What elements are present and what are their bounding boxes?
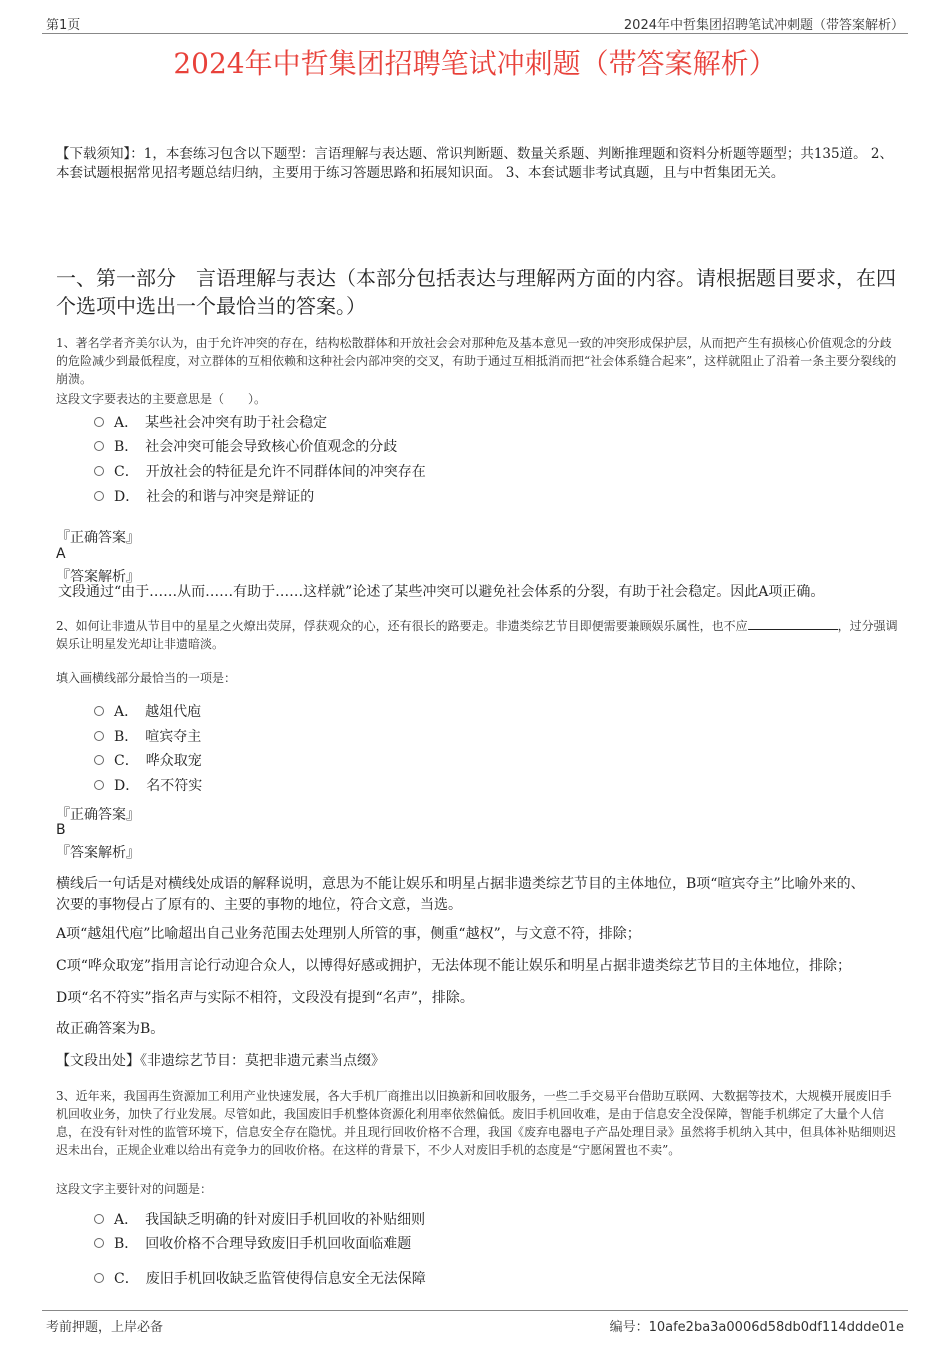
q1-analysis-label: 『答案解析』 xyxy=(56,569,140,585)
q1-option-a[interactable]: A． 某些社会冲突有助于社会稳定 xyxy=(94,412,327,434)
radio-icon[interactable] xyxy=(94,755,104,765)
q1-option-c[interactable]: C． 开放社会的特征是允许不同群体间的冲突存在 xyxy=(94,461,426,483)
radio-icon[interactable] xyxy=(94,491,104,501)
q2-option-a[interactable]: A． 越俎代庖 xyxy=(94,701,201,723)
download-notice: 【下载须知】：1，本套练习包含以下题型：言语理解与表达题、常识判断题、数量关系题、判断推理题和资料分析题等题型；共135道。 2、本套试题根据常见招考题总结归纳，主要用于练习答题思路和拓展知识面。 3、本套试题非考试真题，且与中哲集团无关。 xyxy=(56,146,893,181)
q2-stem: 2、如何让非遗从节目中的星星之火燎出荧屏，俘获观众的心，还有很长的路要走。非遗类综艺节目即便需要兼顾娱乐属性，也不应 ，过分强调娱乐让明星发光却让非遗暗淡。 xyxy=(56,619,898,651)
q2-analysis-label: 『答案解析』 xyxy=(56,845,140,861)
q3-option-c[interactable]: C． 废旧手机回收缺乏监管使得信息安全无法保障 xyxy=(94,1268,426,1290)
header-doc-title: 2024年中哲集团招聘笔试冲刺题（带答案解析） xyxy=(623,18,904,33)
q2-answer-label: 『正确答案』 xyxy=(56,807,140,823)
header-rule xyxy=(42,33,908,34)
q1-prompt: 这段文字要表达的主要意思是（ ）。 xyxy=(56,392,267,406)
q2-analysis-p5: 故正确答案为B。 xyxy=(56,1021,165,1037)
q1-option-b[interactable]: B． 社会冲突可能会导致核心价值观念的分歧 xyxy=(94,436,397,458)
radio-icon[interactable] xyxy=(94,1273,104,1283)
q2-option-c[interactable]: C． 哗众取宠 xyxy=(94,750,202,772)
q1-stem: 1、著名学者齐美尔认为，由于允许冲突的存在，结构松散群体和开放社会会对那种危及基本意见一致的冲突形成保护层，从而把产生有损核心价值观念的分歧的危险减少到最低程度，对立群体的互相依赖和这种社会内部冲突的交叉，有助于通过互相抵消而把“社会体系缝合起来”，这样就阻止了沿着一条主要分裂线的崩溃。 xyxy=(56,336,897,386)
radio-icon[interactable] xyxy=(94,780,104,790)
q2-option-d[interactable]: D． 名不符实 xyxy=(94,775,202,797)
page-title: 2024年中哲集团招聘笔试冲刺题（带答案解析） xyxy=(173,47,777,80)
q3-stem: 3、近年来，我国再生资源加工利用产业快速发展，各大手机厂商推出以旧换新和回收服务，一些二手交易平台借助互联网、大数据等技术，大规模开展废旧手机回收业务，加快了行业发展。尽管如此，我国废旧手机整体资源化利用率依然偏低。废旧手机回收难，是由于信息安全没保障，智能手机绑定了大量个人信息，在没有针对性的监管环境下，信息安全存在隐忧。并且现行回收价格不合理，我国《废弃电器电子产品处理目录》虽然将手机纳入其中，但具体补贴细则迟迟未出台，正规企业难以给出有竞争力的回收价格。在这样的背景下，不少人对废旧手机的态度是“宁愿闲置也不卖”。 xyxy=(56,1089,897,1157)
radio-icon[interactable] xyxy=(94,441,104,451)
radio-icon[interactable] xyxy=(94,1238,104,1248)
q1-answer-label: 『正确答案』 xyxy=(56,530,140,546)
section-heading: 一、第一部分 言语理解与表达（本部分包括表达与理解两方面的内容。请根据题目要求，在四个选项中选出一个最恰当的答案。） xyxy=(56,266,896,318)
footer-slogan: 考前押题，上岸必备 xyxy=(46,1320,164,1335)
q3-prompt: 这段文字主要针对的问题是： xyxy=(56,1182,213,1196)
q2-analysis-p4: D项“名不符实”指名声与实际不相符，文段没有提到“名声”，排除。 xyxy=(56,990,474,1006)
q1-analysis: 文段通过“由于……从而……有助于……这样就”论述了某些冲突可以避免社会体系的分裂，有助于社会稳定。因此A项正确。 xyxy=(58,584,825,600)
q3-option-a[interactable]: A． 我国缺乏明确的针对废旧手机回收的补贴细则 xyxy=(94,1209,425,1231)
q2-source: 【文段出处】《非遗综艺节目：莫把非遗元素当点缀》 xyxy=(56,1053,385,1069)
radio-icon[interactable] xyxy=(94,706,104,716)
q1-answer: A xyxy=(56,546,66,562)
radio-icon[interactable] xyxy=(94,417,104,427)
q2-analysis-p1: 横线后一句话是对横线处成语的解释说明，意思为不能让娱乐和明星占据非遗类综艺节目的主体地位，B项“喧宾夺主”比喻外来的、次要的事物侵占了原有的、主要的事物的地位，符合文意，当选。 xyxy=(56,876,865,913)
q3-option-b[interactable]: B． 回收价格不合理导致废旧手机回收面临难题 xyxy=(94,1233,411,1255)
q1-option-d[interactable]: D． 社会的和谐与冲突是辩证的 xyxy=(94,486,314,508)
q2-analysis-p3: C项“哗众取宠”指用言论行动迎合众人，以博得好感或拥护，无法体现不能让娱乐和明星占据非遗类综艺节目的主体地位，排除； xyxy=(56,958,852,974)
footer-rule xyxy=(42,1310,908,1311)
radio-icon[interactable] xyxy=(94,1214,104,1224)
footer-code: 编号：10afe2ba3a0006d58db0df114ddde01e xyxy=(609,1320,904,1335)
q2-analysis-p2: A项“越俎代庖”比喻超出自己业务范围去处理别人所管的事，侧重“越权”，与文意不符，排除； xyxy=(56,926,641,942)
radio-icon[interactable] xyxy=(94,731,104,741)
radio-icon[interactable] xyxy=(94,466,104,476)
q2-option-b[interactable]: B． 喧宾夺主 xyxy=(94,726,201,748)
fill-blank xyxy=(748,617,838,630)
q2-prompt: 填入画横线部分最恰当的一项是： xyxy=(56,671,237,685)
q2-answer: B xyxy=(56,822,66,838)
page-number: 第1页 xyxy=(46,18,81,33)
